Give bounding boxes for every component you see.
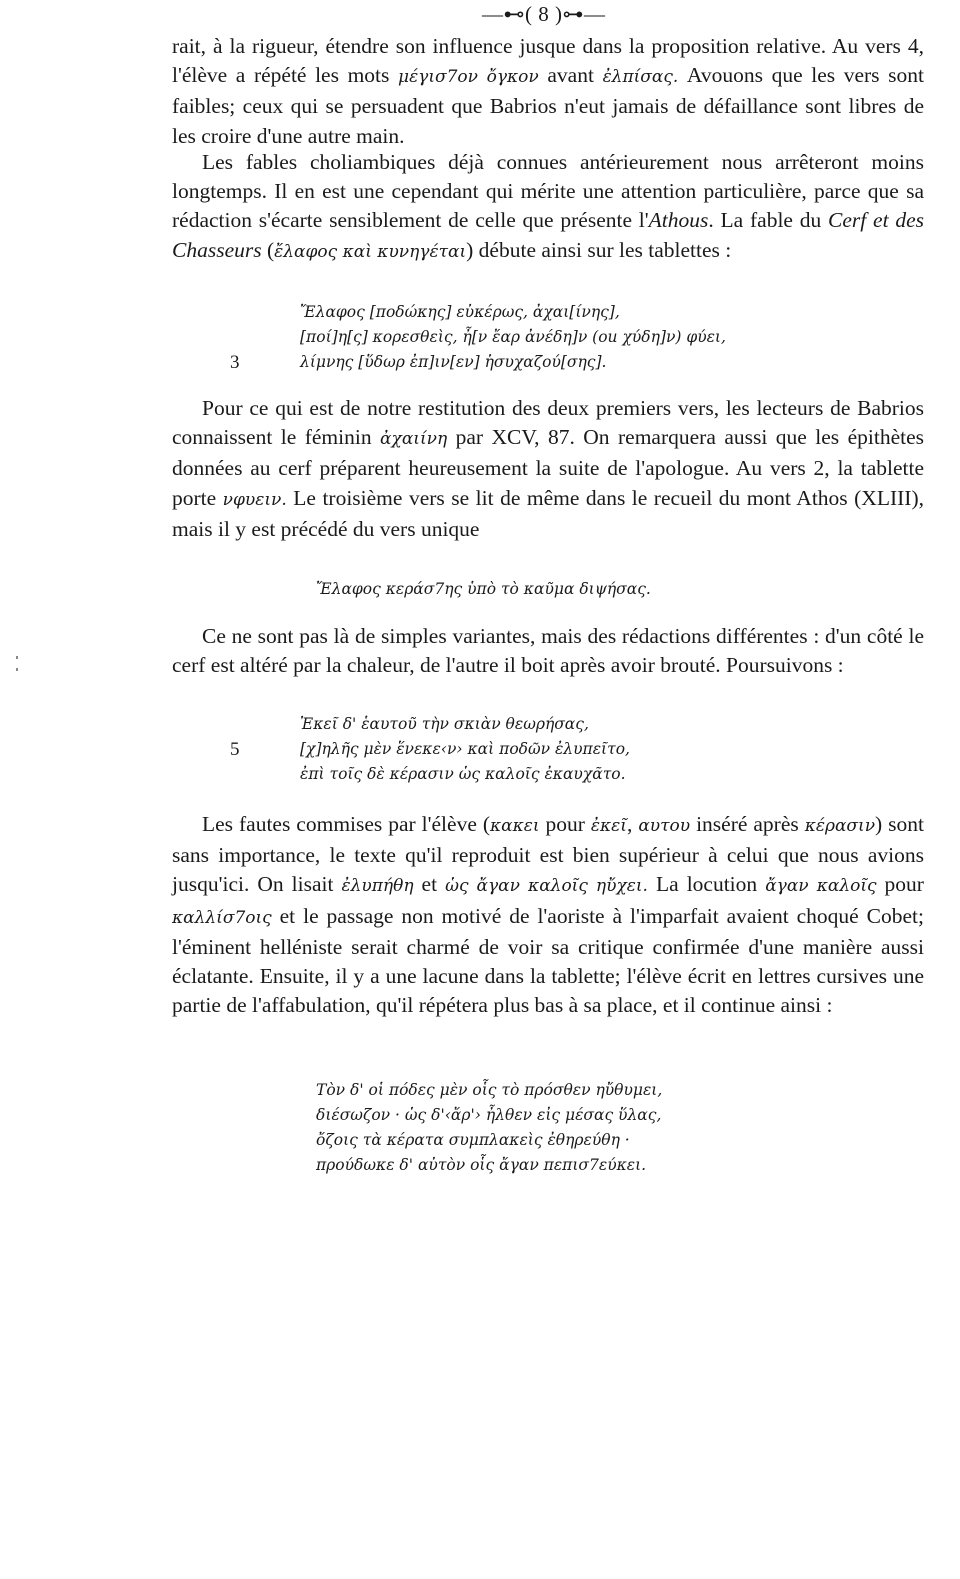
verse-text: διέσωζον · ὡς δ'‹ἄρ'› ἦλθεν εἰς μέσας ὕλας, (316, 1106, 662, 1124)
verse-text: Ἐκεῖ δ' ἑαυτοῦ τὴν σκιὰν θεωρήσας, (300, 715, 589, 733)
para5-text-d: inséré après (690, 812, 805, 836)
para5-greek-b: ἐκεῖ (590, 816, 627, 836)
paragraph-5 (172, 810, 924, 1020)
para5-text-e: ) sont sans importance, le texte qu'il reproduit est bien supérieur à celui que nous avions jusqu'ici. On lisait (172, 812, 925, 897)
paragraph-1 (172, 32, 924, 151)
para2-greek-a: ἔλαφος καὶ κυνηγέται (274, 241, 467, 262)
para5-text-a: Les fautes commises par l'élève ( (202, 812, 490, 836)
verse-text: [ποί]η[ς] κορεσθεὶς, ἦ[ν ἔαρ ἀνέδη]ν (ou χύδη]ν) φύει, (300, 328, 726, 346)
para5-text-c: , (626, 812, 639, 836)
para5-text-b: pour (539, 812, 591, 836)
verse-line (230, 350, 930, 375)
verse-text: ἐπὶ τοῖς δὲ κέρασιν ὡς καλοῖς ἐκαυχᾶτο. (300, 765, 626, 783)
verse-block-3 (246, 1078, 946, 1178)
verse-line (230, 325, 930, 350)
para2-text-b: . La fable du (708, 208, 829, 233)
verse-single: Ἔλαφος κεράσ7ης ὑπὸ τὸ καῦμα διψήσας. (316, 580, 651, 598)
para1-text-a: rait, à la rigueur, étendre son influence jusque dans la proposition relative. Au vers 4, l'élève a répété les mots (172, 34, 924, 88)
verse-block-2 (230, 712, 930, 787)
verse-block-1 (230, 300, 930, 375)
running-head: —⊷( 8 )⊶— (482, 2, 606, 26)
verse-line (246, 1128, 946, 1153)
para2-text-d: ) débute ainsi sur les tablettes : (466, 237, 732, 262)
verse-text: ὄζοις τὰ κέρατα συμπλακεὶς ἐθηρεύθη · (316, 1131, 630, 1149)
para5-greek-e: ἐλυπήθη (341, 876, 414, 897)
para5-text-h: pour (876, 872, 924, 897)
para5-greek-c: αυτου (638, 816, 691, 836)
para5-greek-h: καλλίσ7οις (172, 907, 272, 928)
verse-line (246, 1103, 946, 1128)
verse-line (246, 1153, 946, 1178)
paragraph-4 (172, 622, 924, 680)
verse-text: Ἔλαφος [ποδώκης] εὐκέρως, ἀχαι[ίνης], (300, 303, 620, 321)
scan-speck (16, 668, 18, 671)
verse-line (230, 300, 930, 325)
para3-text-c: Le troisième vers se lit de même dans le recueil du mont Athos (XLIII), mais il y est précédé du vers unique (172, 485, 924, 541)
para4-text: Ce ne sont pas là de simples variantes, mais des rédactions différentes : d'un côté le cerf est altéré par la chaleur, de l'autre il boit après avoir brouté. Poursuivons : (172, 624, 924, 678)
verse-line (230, 737, 930, 762)
verse-number: 3 (230, 352, 240, 373)
para5-text-g: La locution (647, 872, 766, 897)
para1-greek-a: μέγισ7ον ὄγκον (398, 67, 539, 88)
para5-text-f: et (413, 872, 446, 897)
para1-text-b: avant (538, 63, 603, 88)
para3-text-a: Pour ce qui est de notre restitution des deux premiers vers, les lecteurs de Babrios connaissent le féminin (172, 396, 924, 450)
para5-greek-d: κέρασιν (804, 816, 876, 836)
verse-text: [χ]ηλῆς μὲν ἕνεκε‹ν› καὶ ποδῶν ἐλυπεῖτο, (300, 740, 630, 758)
para3-greek-a: ἀχαιίνη (380, 429, 448, 450)
paragraph-2 (172, 148, 924, 267)
para2-italic-b: Cerf et des Chasseurs (172, 208, 924, 262)
para5-greek-a: κακει (489, 816, 540, 836)
para5-greek-f: ὡς ἄγαν καλοῖς ηὔχει. (445, 876, 648, 897)
verse-line (230, 762, 930, 787)
para3-text-b: par XCV, 87. On remarquera aussi que les épithètes données au cerf préparent heureusement la suite de l'apologue. Au vers 2, la tablette porte (172, 425, 924, 510)
paragraph-3 (172, 394, 924, 544)
para1-text-c: Avouons que les vers sont faibles; ceux qui se persuadent que Babrios n'eut jamais de défaillance sont libres de les croire d'une autre main. (172, 63, 925, 148)
verse-line (246, 1078, 946, 1103)
para2-italic-a: Athous (648, 208, 709, 233)
verse-text: λίμνης [ὕδωρ ἐπ]ιν[εν] ἡσυχαζού[σης]. (300, 353, 607, 371)
scan-speck (16, 656, 18, 659)
para2-text-c: ( (261, 237, 275, 262)
para5-greek-g: ἄγαν καλοῖς (765, 876, 877, 897)
verse-number: 5 (230, 739, 240, 760)
para5-text-i: et le passage non motivé de l'aoriste à l'imparfait avaient choqué Cobet; l'éminent helléniste serait charmé de voir sa critique confirmée d'une manière aussi éclatante. Ensuite, il y a une lacune dans la tablette; l'élève écrit en lettres cursives une partie de l'affabulation, qu'il répétera plus bas à sa place, et il continue ainsi : (172, 903, 924, 1018)
para3-greek-b: νφυειν. (222, 489, 287, 510)
verse-line (230, 712, 930, 737)
para2-text-a: Les fables choliambiques déjà connues antérieurement nous arrêteront moins longtemps. Il en est une cependant qui mérite une attention particulière, parce que sa rédaction s'écarte sensiblement de celle que présente l' (172, 150, 924, 233)
verse-text: προύδωκε δ' αὐτὸν οἷς ἄγαν πεπισ7εύκει. (316, 1156, 647, 1174)
verse-text: Τὸν δ' οἱ πόδες μὲν οἷς τὸ πρόσθεν ηὔθυμει, (316, 1081, 663, 1099)
para1-greek-b: ἐλπίσας. (602, 67, 679, 88)
